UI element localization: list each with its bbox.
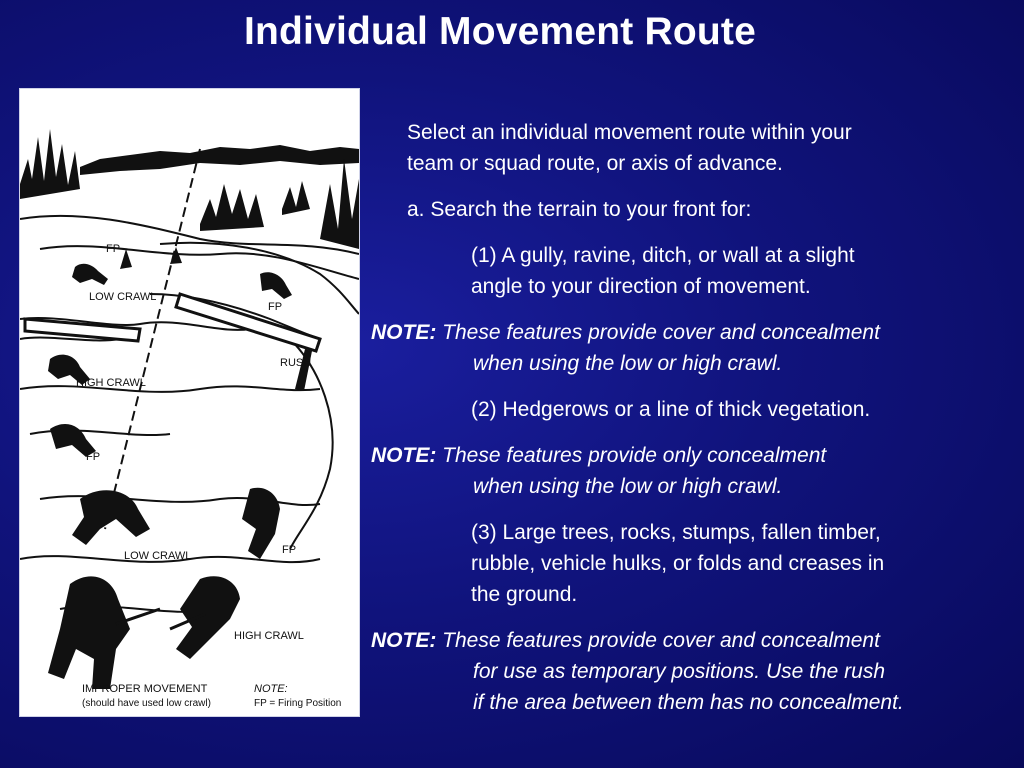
item-3-line-1: (3) Large trees, rocks, stumps, fallen timber,	[471, 521, 881, 544]
label-low-crawl-1: LOW CRAWL	[89, 291, 157, 303]
item-3-line-3: the ground.	[471, 583, 578, 606]
movement-route-illustration	[19, 88, 360, 717]
label-fp-lower: FP	[282, 544, 297, 556]
soldier-7	[48, 576, 130, 689]
slide-title: Individual Movement Route	[243, 10, 757, 53]
label-improper-movement: IMPROPER MOVEMENT	[82, 683, 208, 695]
note-1-line-1	[371, 317, 880, 348]
item-a: a. Search the terrain to your front for:	[407, 198, 752, 221]
intro-line-2: team or squad route, or axis of advance.	[407, 152, 783, 175]
item-1-line-1: (1) A gully, ravine, ditch, or wall at a slight	[471, 244, 855, 267]
label-fp-top: FP	[106, 243, 121, 255]
note-3-label: NOTE:	[371, 629, 437, 652]
item-3-line-2: rubble, vehicle hulks, or folds and creases in	[471, 552, 885, 575]
note-2-text: These features provide only concealment	[436, 444, 827, 467]
label-note: NOTE:	[254, 683, 288, 695]
label-improper-note: (should have used low crawl)	[82, 698, 211, 709]
note-1-label: NOTE:	[371, 321, 437, 344]
note-2-line-1	[371, 440, 826, 471]
label-fp-mid: FP	[86, 451, 101, 463]
terrain-drawing	[20, 89, 359, 716]
item-1-line-2: angle to your direction of movement.	[471, 275, 811, 298]
note-1-text: These features provide cover and concealment	[436, 321, 880, 344]
label-fp-legend: FP = Firing Position	[254, 698, 342, 709]
note-3-line-3: if the area between them has no concealment.	[473, 691, 904, 714]
soldier-2	[260, 272, 292, 299]
note-3-text: These features provide cover and concealment	[436, 629, 880, 652]
soldier-1	[72, 264, 108, 285]
note-2-line-2: when using the low or high crawl.	[473, 475, 783, 498]
note-2-label: NOTE:	[371, 444, 437, 467]
label-high-crawl-1: HIGH CRAWL	[76, 377, 146, 389]
soldier-8	[176, 576, 240, 659]
label-fp-right: FP	[268, 301, 283, 313]
note-3-line-2: for use as temporary positions. Use the rush	[473, 660, 886, 683]
label-low-crawl-2: LOW CRAWL	[124, 550, 192, 562]
rush-arrow	[295, 349, 312, 391]
item-2: (2) Hedgerows or a line of thick vegetation.	[471, 398, 871, 421]
intro-line-1: Select an individual movement route within your	[407, 121, 852, 144]
label-rush: RUSH	[280, 357, 312, 369]
note-1-line-2: when using the low or high crawl.	[473, 352, 783, 375]
soldier-6	[242, 488, 280, 559]
soldier-5	[72, 490, 150, 545]
tree-line	[20, 129, 359, 269]
label-high-crawl-2: HIGH CRAWL	[234, 630, 304, 642]
note-3-line-1	[371, 625, 880, 656]
